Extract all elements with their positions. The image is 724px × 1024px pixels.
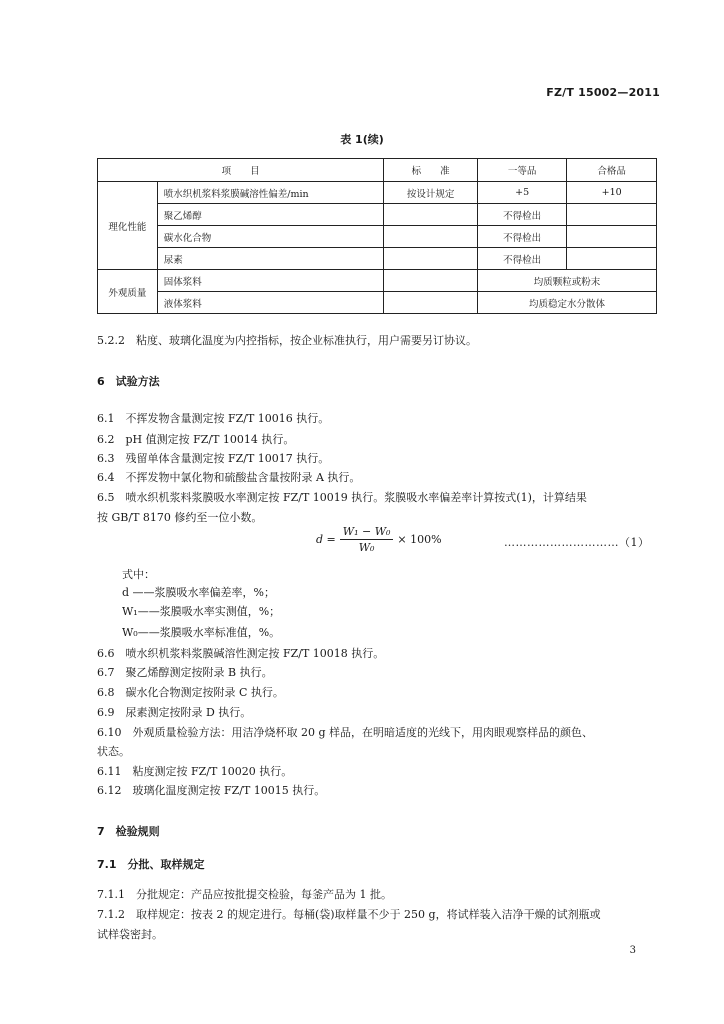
row-first-grade: 不得检出 (477, 248, 566, 270)
row-standard (384, 248, 478, 270)
formula-lhs: d = (316, 533, 336, 546)
row-item: 尿素 (157, 248, 383, 270)
clause-7-1-1: 7.1.1 分批规定：产品应按批提交检验，每釜产品为 1 批。 (97, 888, 392, 901)
row-qualified (567, 248, 657, 270)
formula-numerator: W₁ − W₀ (340, 525, 394, 540)
definition-w1: W₁——浆膜吸水率实测值，%； (122, 605, 281, 618)
row-standard (384, 292, 478, 314)
formula-number: …………………………（1） (504, 536, 650, 549)
clause-6-1: 6.1 不挥发物含量测定按 FZ/T 10016 执行。 (97, 412, 330, 425)
row-item: 固体浆料 (157, 270, 383, 292)
table-row (98, 204, 657, 226)
clause-7-1-2-cont: 试样袋密封。 (97, 928, 163, 941)
clause-6-3: 6.3 残留单体含量测定按 FZ/T 10017 执行。 (97, 452, 330, 465)
row-item: 液体浆料 (157, 292, 383, 314)
section-6-heading: 6 试验方法 (97, 375, 160, 388)
clause-6-10: 6.10 外观质量检验方法：用洁净烧杯取 20 g 样品，在明暗适度的光线下，用肉眼观察样品的颜色、 (97, 726, 594, 739)
spec-table (97, 158, 657, 314)
formula-1 (316, 525, 442, 554)
header-item: 项 目 (98, 159, 384, 182)
table-row (98, 270, 657, 292)
row-qualified (567, 226, 657, 248)
clause-6-10-cont: 状态。 (97, 745, 130, 758)
formula-fraction (340, 525, 394, 554)
clause-5-2-2: 5.2.2 粘度、玻璃化温度为内控指标，按企业标准执行，用户需要另订协议。 (97, 334, 477, 347)
row-first-grade: 不得检出 (477, 204, 566, 226)
table-header-row (98, 159, 657, 182)
row-item: 聚乙烯醇 (157, 204, 383, 226)
row-merged-value: 均质稳定水分散体 (477, 292, 656, 314)
clause-6-7: 6.7 聚乙烯醇测定按附录 B 执行。 (97, 666, 273, 679)
standard-code: FZ/T 15002—2011 (546, 86, 660, 99)
clause-6-4: 6.4 不挥发物中氯化物和硫酸盐含量按附录 A 执行。 (97, 471, 361, 484)
row-first-grade: +5 (477, 182, 566, 204)
clause-6-5-cont: 按 GB/T 8170 修约至一位小数。 (97, 511, 263, 524)
clause-6-11: 6.11 粘度测定按 FZ/T 10020 执行。 (97, 765, 293, 778)
formula-denominator: W₀ (358, 541, 375, 554)
table-row (98, 292, 657, 314)
section-7-heading: 7 检验规则 (97, 825, 160, 838)
table-row (98, 182, 657, 204)
header-standard: 标 准 (384, 159, 478, 182)
table-row (98, 248, 657, 270)
row-merged-value: 均质颗粒或粉末 (477, 270, 656, 292)
definition-w0: W₀——浆膜吸水率标准值，%。 (122, 626, 281, 639)
where-label: 式中： (122, 568, 155, 581)
row-item: 碳水化合物 (157, 226, 383, 248)
clause-6-5: 6.5 喷水织机浆料浆膜吸水率测定按 FZ/T 10019 执行。浆膜吸水率偏差率计算按式(1)，计算结果 (97, 491, 587, 504)
row-qualified (567, 204, 657, 226)
clause-6-12: 6.12 玻璃化温度测定按 FZ/T 10015 执行。 (97, 784, 326, 797)
clause-7-1-2: 7.1.2 取样规定：按表 2 的规定进行。每桶(袋)取样量不少于 250 g，将试样装入洁净干燥的试剂瓶或 (97, 908, 601, 921)
clause-6-8: 6.8 碳水化合物测定按附录 C 执行。 (97, 686, 284, 699)
section-7-1-heading: 7.1 分批、取样规定 (97, 858, 205, 871)
group-physchem: 理化性能 (98, 182, 158, 270)
row-qualified: +10 (567, 182, 657, 204)
clause-6-9: 6.9 尿素测定按附录 D 执行。 (97, 706, 252, 719)
row-first-grade: 不得检出 (477, 226, 566, 248)
header-first-grade: 一等品 (477, 159, 566, 182)
table-caption: 表 1(续) (340, 133, 384, 146)
clause-6-6: 6.6 喷水织机浆料浆膜碱溶性测定按 FZ/T 10018 执行。 (97, 647, 385, 660)
row-standard (384, 270, 478, 292)
row-standard (384, 226, 478, 248)
header-qualified: 合格品 (567, 159, 657, 182)
table-row (98, 226, 657, 248)
page-number: 3 (629, 945, 636, 956)
group-appearance: 外观质量 (98, 270, 158, 314)
formula-rhs: × 100% (397, 533, 442, 546)
clause-6-2: 6.2 pH 值测定按 FZ/T 10014 执行。 (97, 433, 295, 446)
row-item: 喷水织机浆料浆膜碱溶性偏差/min (157, 182, 383, 204)
row-standard (384, 204, 478, 226)
definition-d: d ——浆膜吸水率偏差率，%； (122, 586, 275, 599)
row-standard: 按设计规定 (384, 182, 478, 204)
